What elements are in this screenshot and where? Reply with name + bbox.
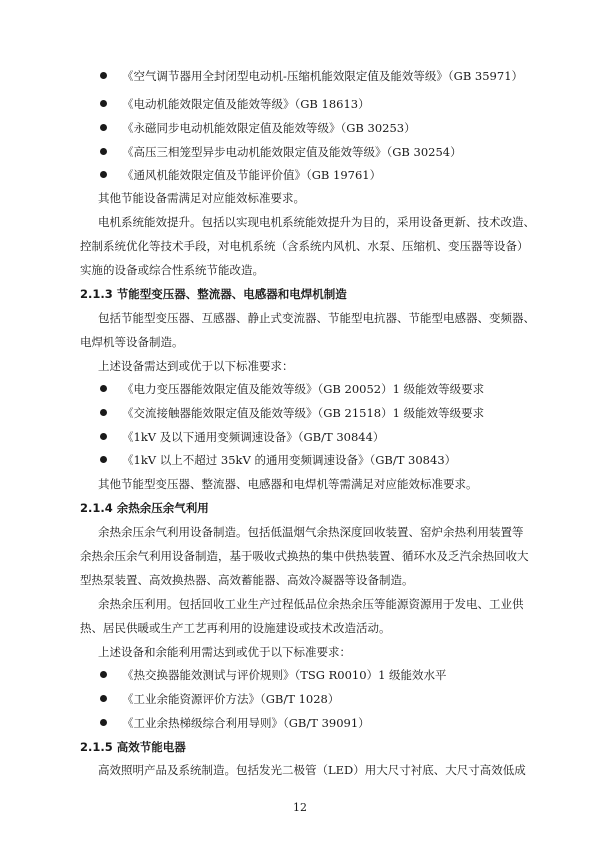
paragraph-line: 高效照明产品及系统制造。包括发光二极管（LED）用大尺寸衬底、大尺寸高效低成 — [98, 763, 526, 777]
list-item: 《永磁同步电动机能效限定值及能效等级》（GB 30253） — [112, 120, 416, 136]
section-heading: 2.1.5 高效节能电器 — [80, 740, 186, 754]
list-item: 《电力变压器能效限定值及能效等级》（GB 20052）1 级能效等级要求 — [112, 381, 484, 397]
bullet-icon — [100, 148, 107, 155]
bullet-icon — [100, 695, 107, 702]
paragraph: 其他节能型变压器、整流器、电感器和电焊机等需满足对应能效标准要求。 — [98, 477, 478, 491]
paragraph-line: 热、居民供暖或生产工艺再利用的设施建设或技术改造活动。 — [80, 621, 391, 635]
bullet-icon — [100, 719, 107, 726]
list-item: 《工业余热梯级综合利用导则》（GB/T 39091） — [112, 715, 370, 731]
bullet-icon — [100, 671, 107, 678]
list-item: 《通风机能效限定值及节能评价值》（GB 19761） — [112, 167, 381, 183]
list-item: 《1kV 以上不超过 35kV 的通用变频调速设备》（GB/T 30843） — [112, 452, 456, 468]
paragraph-line: 电机系统能效提升。包括以实现电机系统能效提升为目的，采用设备更新、技术改造、 — [98, 215, 535, 229]
bullet-icon — [100, 456, 107, 463]
section-heading: 2.1.4 余热余压余气利用 — [80, 501, 209, 515]
paragraph: 上述设备和余能利用需达到或优于以下标准要求： — [98, 645, 351, 659]
paragraph-line: 余热余压余气利用设备制造。包括低温烟气余热深度回收装置、窑炉余热利用装置等 — [98, 525, 524, 539]
paragraph-line: 实施的设备或综合性系统节能改造。 — [80, 263, 264, 277]
paragraph-line: 型热泵装置、高效换热器、高效蓄能器、高效冷凝器等设备制造。 — [80, 573, 414, 587]
paragraph: 其他节能设备需满足对应能效标准要求。 — [98, 191, 305, 205]
bullet-icon — [100, 72, 107, 79]
paragraph-line: 电焊机等设备制造。 — [80, 335, 184, 349]
bullet-icon — [100, 385, 107, 392]
paragraph-line: 余热余压利用。包括回收工业生产过程低品位余热余压等能源资源用于发电、工业供 — [98, 597, 524, 611]
paragraph-line: 控制系统优化等技术手段，对电机系统（含系统内风机、水泵、压缩机、变压器等设备） — [80, 239, 529, 253]
page-number: 12 — [293, 801, 307, 814]
bullet-icon — [100, 124, 107, 131]
list-item: 《电动机能效限定值及能效等级》（GB 18613） — [112, 96, 370, 112]
list-item: 《工业余能资源评价方法》（GB/T 1028） — [112, 691, 339, 707]
paragraph-line: 余热余压余气利用设备制造，基于吸收式换热的集中供热装置、循环水及乏汽余热回收大 — [80, 549, 529, 563]
list-item: 《高压三相笼型异步电动机能效限定值及能效等级》（GB 30254） — [112, 144, 462, 160]
section-heading: 2.1.3 节能型变压器、整流器、电感器和电焊机制造 — [80, 287, 347, 301]
list-item: 《1kV 及以下通用变频调速设备》（GB/T 30844） — [112, 429, 384, 445]
list-item: 《交流接触器能效限定值及能效等级》（GB 21518）1 级能效等级要求 — [112, 405, 484, 421]
paragraph-line: 包括节能型变压器、互感器、静止式变流器、节能型电抗器、节能型电感器、变频器、 — [98, 311, 535, 325]
bullet-icon — [100, 409, 107, 416]
list-item: 《热交换器能效测试与评价规则》（TSG R0010）1 级能效水平 — [112, 667, 447, 683]
bullet-icon — [100, 171, 107, 178]
paragraph: 上述设备需达到或优于以下标准要求： — [98, 359, 294, 373]
list-item: 《空气调节器用全封闭型电动机-压缩机能效限定值及能效等级》（GB 35971） — [112, 68, 523, 84]
bullet-icon — [100, 100, 107, 107]
bullet-icon — [100, 433, 107, 440]
